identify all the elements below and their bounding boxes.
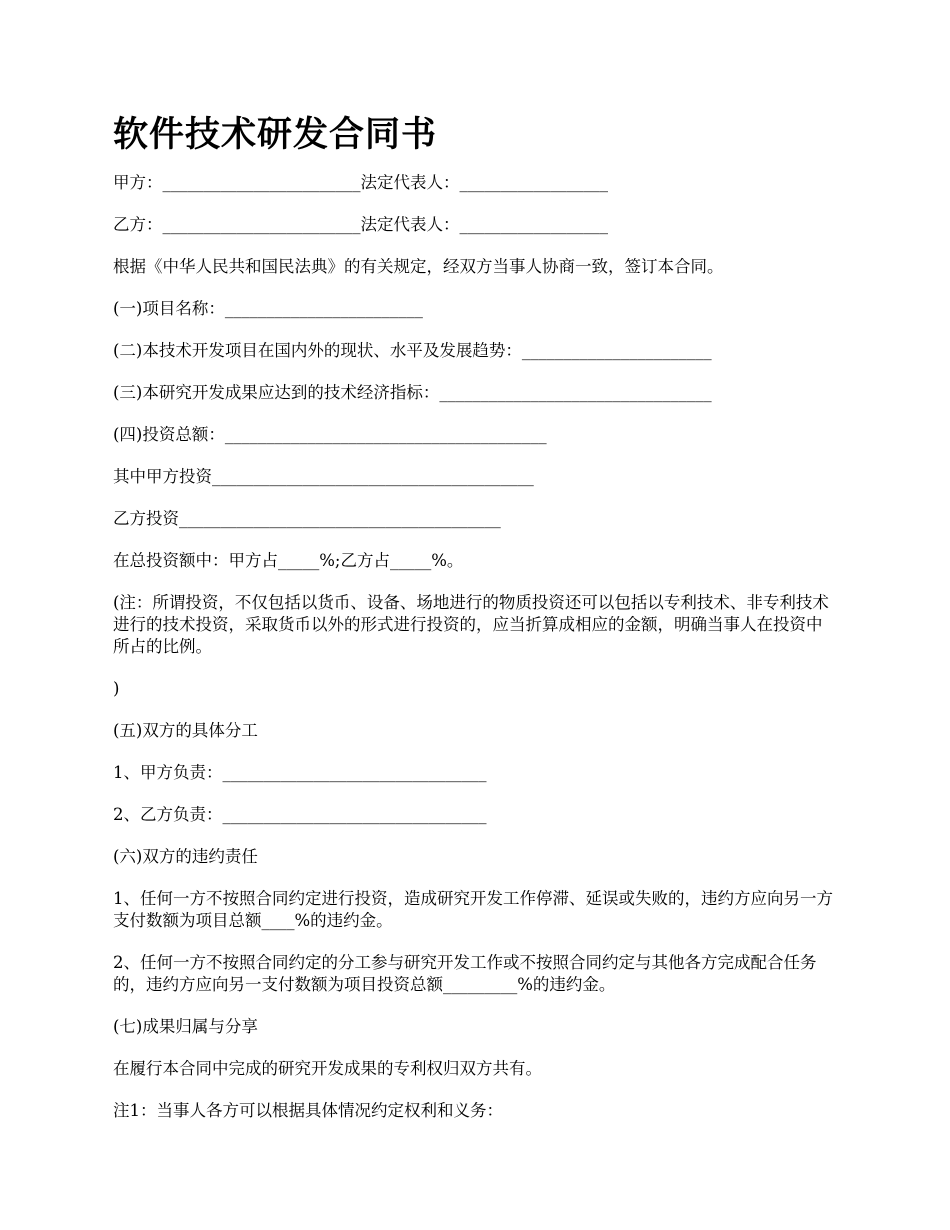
legal-basis-paragraph: 根据《中华人民共和国民法典》的有关规定，经双方当事人协商一致，签订本合同。 <box>113 257 724 276</box>
party-b-investment-line: 乙方投资_______________________________________ <box>113 509 501 528</box>
total-investment-line: (四)投资总额：_______________________________________ <box>113 425 547 444</box>
liability-clause-1: 1、任何一方不按照合同约定进行投资，造成研究开发工作停滞、延误或失败的，违约方应向另一方支付数额为项目总额____%的违约金。 <box>113 889 833 930</box>
liability-clause-2: 2、任何一方不按照合同约定的分工参与研究开发工作或不按照合同约定与其他各方完成配合任务的，违约方应向另一支付数额为项目投资总额_________%的违约金。 <box>113 953 817 994</box>
note-1-line: 注1：当事人各方可以根据具体情况约定权利和义务： <box>113 1101 503 1120</box>
party-a-line: 甲方：________________________法定代表人：__________________ <box>113 173 608 192</box>
project-status-line: (二)本技术开发项目在国内外的现状、水平及发展趋势：_______________________ <box>113 341 712 360</box>
section-liability-heading: (六)双方的违约责任 <box>113 847 258 866</box>
party-a-investment-line: 其中甲方投资_______________________________________ <box>113 467 534 486</box>
section-ownership-heading: (七)成果归属与分享 <box>113 1017 258 1036</box>
party-a-duty-line: 1、甲方负责：________________________________ <box>113 763 487 782</box>
ownership-paragraph: 在履行本合同中完成的研究开发成果的专利权归双方共有。 <box>113 1059 542 1078</box>
party-b-line: 乙方：________________________法定代表人：__________________ <box>113 215 608 234</box>
project-name-line: (一)项目名称：________________________ <box>113 299 423 318</box>
section-division-heading: (五)双方的具体分工 <box>113 721 258 740</box>
closing-parenthesis: ) <box>113 679 120 698</box>
document-title: 软件技术研发合同书 <box>113 115 438 155</box>
party-b-duty-line: 2、乙方负责：________________________________ <box>113 805 487 824</box>
document-body <box>113 172 838 1142</box>
investment-note-paragraph: (注：所谓投资，不仅包括以货币、设备、场地进行的物质投资还可以包括以专利技术、非专利技术进行的技术投资，采取货币以外的形式进行投资的，应当折算成相应的金额，明确当事人在投资中所占的比例。 <box>113 593 829 656</box>
technical-indicators-line: (三)本研究开发成果应达到的技术经济指标：_________________________________ <box>113 383 712 402</box>
investment-share-line: 在总投资额中：甲方占_____%;乙方占_____%。 <box>113 551 464 570</box>
